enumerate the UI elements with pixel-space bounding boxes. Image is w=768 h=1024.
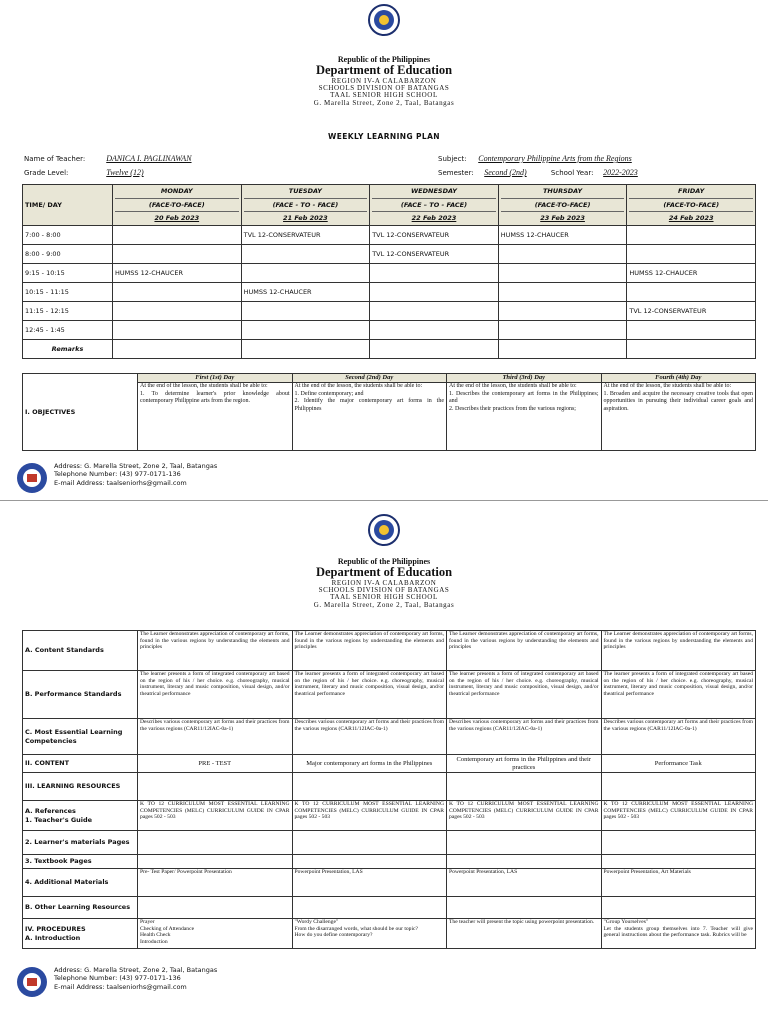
subject-label: Subject: <box>438 155 467 163</box>
plan-cell <box>138 855 293 869</box>
semester-value: Second (2nd) <box>484 168 527 177</box>
plan-cell <box>447 831 602 855</box>
schedule-cell <box>498 339 627 358</box>
plan-row <box>23 773 756 801</box>
plan-cell <box>138 831 293 855</box>
time-day-header: TIME/ DAY <box>23 185 113 226</box>
school-logo-icon <box>16 462 48 494</box>
schedule-cell: TVL 12-CONSERVATEUR <box>370 244 499 263</box>
grade-info <box>24 168 144 177</box>
day-date: 20 Feb 2023 <box>154 214 200 222</box>
time-slot: 12:45 - 1:45 <box>23 320 113 339</box>
schedule-cell: HUMSS 12-CHAUCER <box>498 225 627 244</box>
plan-row-label: IV. PROCEDURES A. Introduction <box>23 919 138 949</box>
time-slot: Remarks <box>23 339 113 358</box>
day-mode: (FACE – TO - FACE) <box>372 199 496 213</box>
plan-cell: "Group Yourselves" Let the students group themselves into 7. Teacher will give general instructions about the performance task. Rubrics will be <box>601 919 756 949</box>
schedule-cell <box>370 339 499 358</box>
day-name: FRIDAY <box>629 185 753 199</box>
schedule-cell <box>241 301 370 320</box>
schedule-cell <box>627 244 756 263</box>
schedule-cell: TVL 12-CONSERVATEUR <box>370 225 499 244</box>
schedule-cell <box>627 339 756 358</box>
schedule-cell <box>241 320 370 339</box>
time-slot: 11:15 - 12:15 <box>23 301 113 320</box>
semester-info <box>438 168 638 177</box>
plan-cell: Powerpoint Presentation, LAS <box>447 869 602 897</box>
schedule-cell <box>241 339 370 358</box>
plan-row-label: 3. Textbook Pages <box>23 855 138 869</box>
plan-cell: PRE - TEST <box>138 755 293 773</box>
plan-cell: Describes various contemporary art forms and their practices from the various regions (CAR11/12IAC-0a-1) <box>138 719 293 755</box>
schedule-cell: HUMSS 12-CHAUCER <box>627 263 756 282</box>
plan-cell: The learner presents a form of integrated contemporary art based on the region of his / her choice. e.g. choreography, musical instrument, literary and music composition, visual design, and/or theatrical performance <box>447 671 602 719</box>
schedule-cell <box>113 320 242 339</box>
plan-cell <box>601 855 756 869</box>
schedule-cell <box>370 301 499 320</box>
division-text: SCHOOLS DIVISION OF BATANGAS <box>318 83 450 92</box>
page-title: WEEKLY LEARNING PLAN <box>328 132 440 141</box>
republic-text: Republic of the Philippines <box>337 55 431 64</box>
schedule-cell <box>113 339 242 358</box>
objective-cell: At the end of the lesson, the students shall be able to: 1. To determine learner's prior knowledge about contemporary Philippine arts from the region. <box>138 383 293 451</box>
plan-cell: Prayer Checking of Attendance Health Check Introduction <box>138 919 293 949</box>
plan-cell: Performance Task <box>601 755 756 773</box>
day-name: WEDNESDAY <box>372 185 496 199</box>
region-text: REGION IV-A CALABARZON <box>331 578 437 587</box>
school-text: TAAL SENIOR HIGH SCHOOL <box>330 593 438 602</box>
schedule-row <box>23 282 756 301</box>
region-text: REGION IV-A CALABARZON <box>331 76 437 85</box>
plan-cell: The Learner demonstrates appreciation of contemporary art forms, found in the various regions by understanding the elements and principles <box>601 631 756 671</box>
teacher-value: DANICA I. PAGLINAWAN <box>106 154 192 163</box>
schedule-cell <box>241 244 370 263</box>
grade-label: Grade Level: <box>24 169 69 177</box>
day-mode: (FACE-TO-FACE) <box>629 199 753 213</box>
objectives-table <box>22 373 756 451</box>
day-header-monday <box>113 185 242 226</box>
plan-row <box>23 919 756 949</box>
day-name: THURSDAY <box>501 185 625 199</box>
plan-row <box>23 831 756 855</box>
schedule-cell <box>498 301 627 320</box>
school-address-text: G. Marella Street, Zone 2, Taal, Batangas <box>313 98 455 107</box>
schedule-cell <box>241 263 370 282</box>
plan-row-label: A. References 1. Teacher's Guide <box>23 801 138 831</box>
schedule-row <box>23 339 756 358</box>
school-address-text: G. Marella Street, Zone 2, Taal, Batangas <box>313 600 455 609</box>
time-slot: 9:15 - 10:15 <box>23 263 113 282</box>
plan-cell: The learner presents a form of integrated contemporary art based on the region of his / her choice. e.g. choreography, musical instrument, literary and music composition, visual design, and/or theatrical performance <box>292 671 447 719</box>
plan-cell <box>292 897 447 919</box>
plan-cell <box>292 773 447 801</box>
plan-row <box>23 719 756 755</box>
footer-email: E-mail Address: taalseniorhs@gmail.com <box>54 478 187 487</box>
day-mode: (FACE-TO-FACE) <box>115 199 239 213</box>
schedule-cell <box>627 320 756 339</box>
schedule-cell <box>498 320 627 339</box>
schedule-cell: HUMSS 12-CHAUCER <box>241 282 370 301</box>
plan-row-label: C. Most Essential Learning Competencies <box>23 719 138 755</box>
plan-cell: The Learner demonstrates appreciation of contemporary art forms, found in the various regions by understanding the elements and principles <box>447 631 602 671</box>
plan-cell: The learner presents a form of integrated contemporary art based on the region of his / her choice. e.g. choreography, musical instrument, literary and music composition, visual design, and/or theatrical performance <box>601 671 756 719</box>
plan-row <box>23 631 756 671</box>
plan-cell: Pre- Test Paper/ Powerpoint Presentation <box>138 869 293 897</box>
footer-address: Address: G. Marella Street, Zone 2, Taal, Batangas <box>54 966 218 974</box>
plan-row <box>23 855 756 869</box>
plan-cell: The learner presents a form of integrated contemporary art based on the region of his / her choice. e.g. choreography, musical instrument, literary and music composition, visual design, and/or theatrical performance <box>138 671 293 719</box>
plan-cell <box>601 773 756 801</box>
plan-row-label: A. Content Standards <box>23 631 138 671</box>
footer-phone: Telephone Number: (43) 977-0171-136 <box>54 470 181 479</box>
schedule-cell <box>498 263 627 282</box>
schedule-cell <box>627 225 756 244</box>
schedule-cell <box>370 263 499 282</box>
school-year-label: School Year: <box>550 169 594 177</box>
day-mode: (FACE-TO-FACE) <box>501 199 625 213</box>
semester-label: Semester: <box>438 169 474 177</box>
objective-day-header: Second (2nd) Day <box>292 374 447 383</box>
division-text: SCHOOLS DIVISION OF BATANGAS <box>318 585 450 594</box>
teacher-info <box>24 154 192 163</box>
school-text: TAAL SENIOR HIGH SCHOOL <box>330 91 438 100</box>
plan-row <box>23 869 756 897</box>
footer-email: E-mail Address: taalseniorhs@gmail.com <box>54 982 187 991</box>
plan-cell <box>601 897 756 919</box>
schedule-cell: TVL 12-CONSERVATEUR <box>627 301 756 320</box>
schedule-row <box>23 301 756 320</box>
objective-day-header: First (1st) Day <box>138 374 293 383</box>
grade-value: Twelve (12) <box>106 168 144 177</box>
day-name: MONDAY <box>115 185 239 199</box>
plan-row-label: B. Performance Standards <box>23 671 138 719</box>
plan-row-label: III. LEARNING RESOURCES <box>23 773 138 801</box>
schedule-cell: HUMSS 12-CHAUCER <box>113 263 242 282</box>
plan-rows <box>23 631 756 949</box>
plan-table <box>22 630 756 949</box>
plan-cell <box>447 855 602 869</box>
objective-day-header: Fourth (4th) Day <box>601 374 756 383</box>
day-date: 21 Feb 2023 <box>283 214 328 222</box>
letterhead <box>0 558 768 609</box>
objectives-label: I. OBJECTIVES <box>23 374 138 451</box>
school-logo-icon <box>16 966 48 998</box>
plan-row-label: II. CONTENT <box>23 755 138 773</box>
day-header-wednesday <box>370 185 499 226</box>
schedule-cell <box>113 301 242 320</box>
day-date: 24 Feb 2023 <box>668 214 714 222</box>
plan-cell: The Learner demonstrates appreciation of contemporary art forms, found in the various regions by understanding the elements and principles <box>138 631 293 671</box>
plan-cell: Powerpoint Presentation, LAS <box>292 869 447 897</box>
department-text: Department of Education <box>315 63 453 78</box>
plan-cell <box>138 897 293 919</box>
plan-cell: Powerpoint Presentation, Art Materials <box>601 869 756 897</box>
plan-row-label: 2. Learner's materials Pages <box>23 831 138 855</box>
plan-cell <box>292 831 447 855</box>
schedule-cell <box>113 282 242 301</box>
day-mode: (FACE - TO - FACE) <box>244 199 368 213</box>
subject-value: Contemporary Philippine Arts from the Regions <box>478 154 632 163</box>
plan-row <box>23 671 756 719</box>
page-2 <box>0 502 768 1024</box>
plan-cell <box>447 897 602 919</box>
plan-cell: Contemporary art forms in the Philippines and their practices <box>447 755 602 773</box>
plan-row <box>23 897 756 919</box>
objective-cell: At the end of the lesson, the students shall be able to: 1. Describes the contemporary art forms in the Philippines; and 2. Describes their practices from the various regions; <box>447 383 602 451</box>
deped-seal-icon <box>368 4 400 36</box>
plan-cell: "Wordy Challenge" From the disarranged words, what should be our topic? How do you define contemporary? <box>292 919 447 949</box>
day-date: 23 Feb 2023 <box>540 214 585 222</box>
day-header-thursday <box>498 185 627 226</box>
department-text: Department of Education <box>315 565 453 580</box>
plan-cell <box>447 773 602 801</box>
plan-cell: K TO 12 CURRICULUM MOST ESSENTIAL LEARNING COMPETENCIES (MELC) CURRICULUM GUIDE IN CPAR pages 502 - 503 <box>447 801 602 831</box>
schedule-row <box>23 244 756 263</box>
time-slot: 10:15 - 11:15 <box>23 282 113 301</box>
teacher-label: Name of Teacher: <box>24 155 86 163</box>
plan-cell <box>292 855 447 869</box>
schedule-cell <box>498 282 627 301</box>
objective-cell: At the end of the lesson, the students shall be able to: 1. Define contemporary; and 2. Identify the major contemporary art forms in the Philippines <box>292 383 447 451</box>
schedule-cell <box>370 282 499 301</box>
time-slot: 8:00 - 9:00 <box>23 244 113 263</box>
page-1 <box>0 0 768 487</box>
day-header-friday <box>627 185 756 226</box>
schedule-cell <box>627 282 756 301</box>
plan-cell: Describes various contemporary art forms and their practices from the various regions (CAR11/12IAC-0a-1) <box>601 719 756 755</box>
schedule-cell <box>498 244 627 263</box>
republic-text: Republic of the Philippines <box>337 557 431 566</box>
plan-cell: The teacher will present the topic using powerpoint presentation. <box>447 919 602 949</box>
plan-row <box>23 801 756 831</box>
time-slot: 7:00 - 8:00 <box>23 225 113 244</box>
plan-cell: K TO 12 CURRICULUM MOST ESSENTIAL LEARNING COMPETENCIES (MELC) CURRICULUM GUIDE IN CPAR pages 502 - 503 <box>601 801 756 831</box>
schedule-table <box>22 184 756 359</box>
plan-cell <box>601 831 756 855</box>
plan-row-label: B. Other Learning Resources <box>23 897 138 919</box>
footer-address: Address: G. Marella Street, Zone 2, Taal, Batangas <box>54 462 218 470</box>
plan-row-label: 4. Additional Materials <box>23 869 138 897</box>
schedule-row <box>23 263 756 282</box>
objective-cell: At the end of the lesson, the students shall be able to: 1. Broaden and acquire the necessary creative tools that open opportunities in pursuing their individual career goals and aspiration. <box>601 383 756 451</box>
schedule-rows <box>23 225 756 358</box>
page-separator <box>0 500 768 501</box>
schedule-row <box>23 320 756 339</box>
footer-text <box>54 966 217 991</box>
plan-cell: K TO 12 CURRICULUM MOST ESSENTIAL LEARNING COMPETENCIES (MELC) CURRICULUM GUIDE IN CPAR pages 502 - 503 <box>138 801 293 831</box>
day-header-tuesday <box>241 185 370 226</box>
footer-phone: Telephone Number: (43) 977-0171-136 <box>54 974 181 983</box>
subject-info <box>438 154 632 163</box>
schedule-row <box>23 225 756 244</box>
plan-row <box>23 755 756 773</box>
plan-cell <box>138 773 293 801</box>
schedule-cell: TVL 12-CONSERVATEUR <box>241 225 370 244</box>
plan-cell: Major contemporary art forms in the Philippines <box>292 755 447 773</box>
deped-seal-icon <box>368 514 400 546</box>
plan-cell: K TO 12 CURRICULUM MOST ESSENTIAL LEARNING COMPETENCIES (MELC) CURRICULUM GUIDE IN CPAR pages 502 - 503 <box>292 801 447 831</box>
letterhead <box>0 56 768 107</box>
plan-cell: Describes various contemporary art forms and their practices from the various regions (CAR11/12IAC-0a-1) <box>447 719 602 755</box>
schedule-cell <box>370 320 499 339</box>
schedule-cell <box>113 225 242 244</box>
objective-day-header: Third (3rd) Day <box>447 374 602 383</box>
school-year-value: 2022-2023 <box>603 168 638 177</box>
footer-text <box>54 462 217 487</box>
plan-cell: The Learner demonstrates appreciation of contemporary art forms, found in the various regions by understanding the elements and principles <box>292 631 447 671</box>
day-date: 22 Feb 2023 <box>411 214 457 222</box>
day-name: TUESDAY <box>244 185 368 199</box>
schedule-cell <box>113 244 242 263</box>
plan-cell: Describes various contemporary art forms and their practices from the various regions (CAR11/12IAC-0a-1) <box>292 719 447 755</box>
